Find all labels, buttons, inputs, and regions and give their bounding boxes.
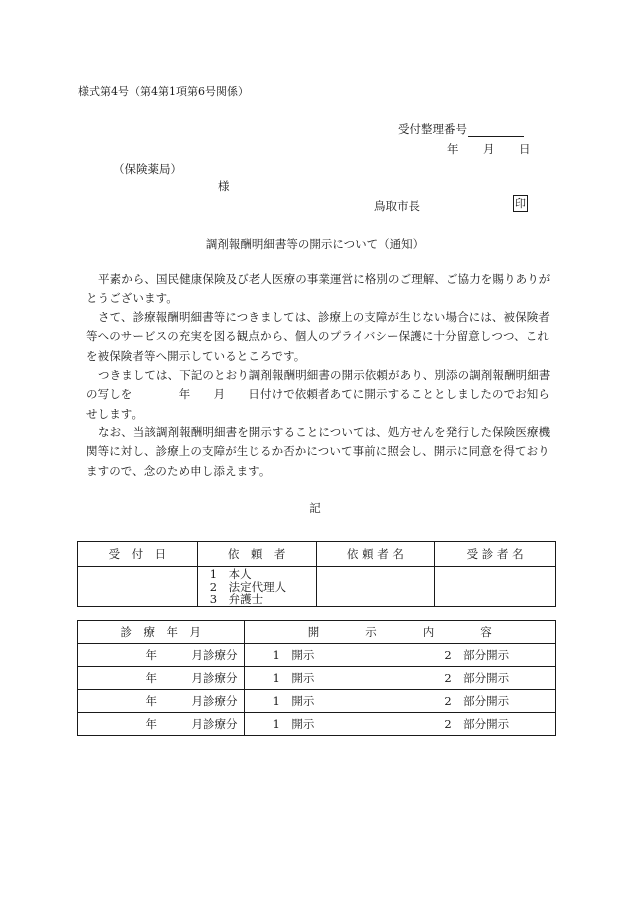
honorific: 様: [218, 179, 230, 193]
table-row: [78, 667, 556, 690]
receipt-date-cell[interactable]: [78, 567, 198, 607]
form-number: 様式第4号（第4第1項第6号関係）: [78, 85, 249, 98]
treatment-month-cell[interactable]: 年 月診療分: [78, 667, 245, 690]
disclosure-cell: [244, 713, 555, 736]
paragraph-2: さて、診療報酬明細書等につきましては、診療上の支障が生じない場合には、被保険者等へのサービスの充実を図る観点から、個人のプライバシー保護に十分留意しつつ、これを被保険者等へ開示しているところです。: [86, 310, 550, 363]
option-partial-disclose[interactable]: 2 部分開示: [444, 671, 510, 685]
requester-option-lawyer[interactable]: 3 弁護士: [209, 592, 264, 606]
option-disclose[interactable]: 1 開示: [272, 648, 315, 662]
document-title: 調剤報酬明細書等の開示について（通知）: [205, 237, 425, 251]
date-day: 日: [519, 142, 531, 156]
sender: 鳥取市長: [374, 199, 420, 213]
receipt-number-blank: [468, 124, 524, 137]
header-receipt-date: 受 付 日: [78, 542, 198, 567]
request-table-row: [78, 567, 556, 607]
date-month: 月: [483, 142, 495, 156]
option-partial-disclose[interactable]: 2 部分開示: [444, 648, 510, 662]
header-requester-name: 依 頼 者 名: [316, 542, 435, 567]
seal-mark: 印: [515, 197, 526, 210]
paragraph-1: 平素から、国民健康保険及び老人医療の事業運営に格別のご理解、ご協力を賜りありがとうございます。: [86, 272, 551, 306]
table-row: [78, 713, 556, 736]
option-disclose[interactable]: 1 開示: [272, 671, 315, 685]
disclosure-cell: [244, 667, 555, 690]
header-treatment-month: 診 療 年 月: [78, 621, 245, 644]
header-disclosure-content: 開 示 内 容: [244, 621, 555, 644]
request-table-header: [78, 542, 556, 567]
table-row: [78, 690, 556, 713]
option-disclose[interactable]: 1 開示: [272, 717, 315, 731]
requester-option-legal-agent[interactable]: 2 法定代理人: [209, 579, 287, 594]
addressee: （保険薬局）: [113, 162, 182, 176]
date-year: 年: [447, 142, 459, 156]
patient-name-cell[interactable]: [435, 567, 556, 607]
treatment-month-cell[interactable]: 年 月診療分: [78, 690, 245, 713]
option-partial-disclose[interactable]: 2 部分開示: [444, 717, 510, 731]
ki-heading: 記: [309, 501, 321, 515]
requester-cell: [197, 567, 316, 607]
receipt-number-label: 受付整理番号: [398, 122, 467, 136]
receipt-number-line: [398, 121, 524, 137]
disclosure-table: [77, 620, 556, 736]
header-requester: 依 頼 者: [197, 542, 316, 567]
header-patient-name: 受 診 者 名: [435, 542, 556, 567]
table-row: [78, 644, 556, 667]
requester-option-self[interactable]: 1 本人: [209, 567, 252, 581]
request-table: [77, 541, 556, 607]
treatment-month-cell[interactable]: 年 月診療分: [78, 713, 245, 736]
disclosure-cell: [244, 644, 555, 667]
paragraph-4: なお、当該調剤報酬明細書を開示することについては、処方せんを発行した保険医療機関等に対し、診療上の支障が生じるか否かについて事前に照会し、開示に同意を得ておりますので、念のため申し添えます。: [86, 425, 551, 478]
option-partial-disclose[interactable]: 2 部分開示: [444, 694, 510, 708]
date-line: [447, 141, 531, 157]
disclosure-cell: [244, 690, 555, 713]
disclosure-table-header: [78, 621, 556, 644]
requester-name-cell[interactable]: [316, 567, 435, 607]
option-disclose[interactable]: 1 開示: [272, 694, 315, 708]
paragraph-3: つきましては、下記のとおり調剤報酬明細書の開示依頼があり、別添の調剤報酬明細書の写しを 年 月 日付けで依頼者あてに開示することとしましたのでお知らせします。: [86, 368, 551, 421]
treatment-month-cell[interactable]: 年 月診療分: [78, 644, 245, 667]
